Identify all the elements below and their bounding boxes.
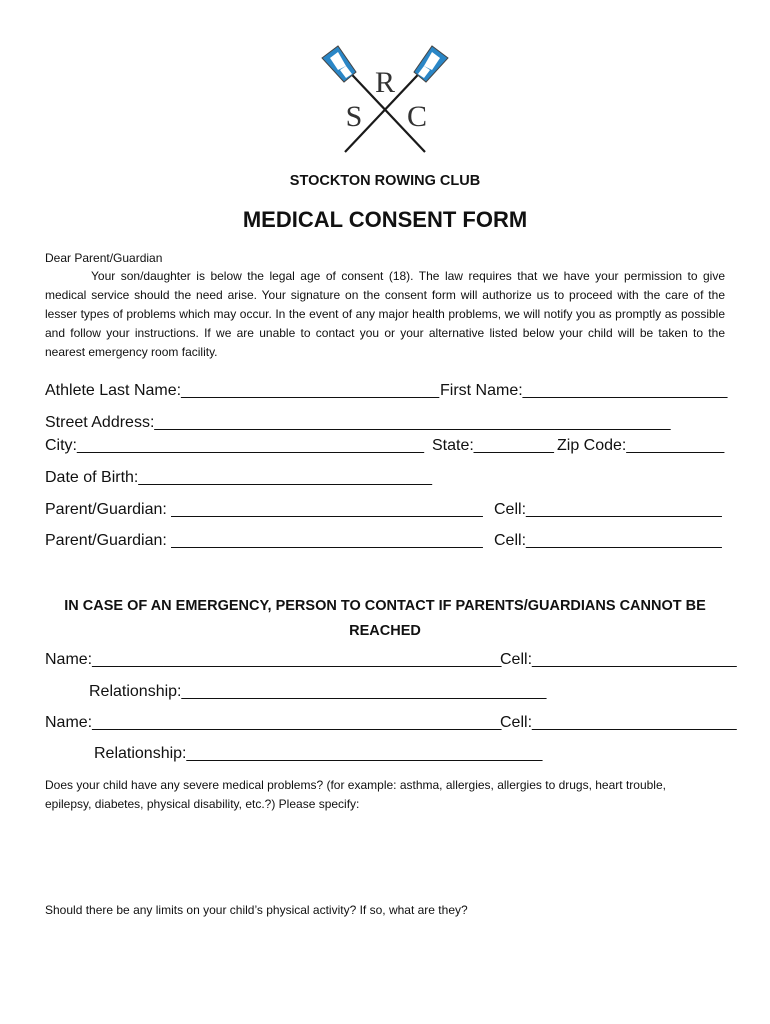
- intro-paragraph: Your son/daughter is below the legal age of consent (18). The law requires that we have your permission to give medical service should the need arise. Your signature on the consent form will authorize us to proceed with the care of the lesser types of problems which may occur. In the event of any major health problems, we will notify you as promptly as possible and follow your instructions. If we are unable to contact you or your alternative listed below your child will be taken to the nearest emergency room facility.: [45, 269, 725, 359]
- emergency-relationship-1-field[interactable]: Relationship:_________________________________________: [89, 683, 547, 700]
- parent-guardian-2-field[interactable]: Parent/Guardian: ___________________________________: [45, 532, 483, 549]
- state-field[interactable]: State:_________: [432, 437, 554, 454]
- date-of-birth-field[interactable]: Date of Birth:_________________________________: [45, 469, 433, 486]
- salutation: Dear Parent/Guardian: [45, 251, 163, 265]
- club-name: STOCKTON ROWING CLUB: [289, 173, 481, 189]
- logo-letter-s: S: [345, 100, 363, 133]
- first-name-field[interactable]: First Name:_______________________: [440, 382, 728, 399]
- parent-guardian-2-cell-field[interactable]: Cell:______________________: [494, 532, 722, 549]
- emergency-relationship-2-field[interactable]: Relationship:________________________________________: [94, 745, 543, 762]
- city-field[interactable]: City:_______________________________________: [45, 437, 425, 454]
- emergency-cell-2-field[interactable]: Cell:_______________________: [500, 714, 737, 731]
- street-address-field[interactable]: Street Address:__________________________________________________________: [45, 414, 671, 431]
- emergency-name-2-field[interactable]: Name:______________________________________________: [45, 714, 502, 731]
- zip-code-field[interactable]: Zip Code:___________: [557, 437, 725, 454]
- oar-left: [322, 46, 428, 152]
- emergency-heading: IN CASE OF AN EMERGENCY, PERSON TO CONTACT IF PARENTS/GUARDIANS CANNOT BE REACHED: [64, 598, 706, 639]
- parent-guardian-1-cell-field[interactable]: Cell:______________________: [494, 501, 722, 518]
- medical-problems-question: Does your child have any severe medical problems? (for example: asthma, allergies, allergies to drugs, heart trouble, epilepsy, diabetes, physical disability, etc.?) Please specify:: [45, 778, 666, 811]
- logo-letter-c: C: [406, 100, 428, 133]
- athlete-last-name-field[interactable]: Athlete Last Name:_____________________________: [45, 382, 440, 399]
- form-title: MEDICAL CONSENT FORM: [242, 207, 528, 232]
- emergency-name-1-field[interactable]: Name:______________________________________________: [45, 651, 502, 668]
- activity-limits-question: Should there be any limits on your child’s physical activity? If so, what are they?: [45, 903, 468, 917]
- parent-guardian-1-field[interactable]: Parent/Guardian: ___________________________________: [45, 501, 483, 518]
- oar-right: [345, 46, 448, 152]
- emergency-cell-1-field[interactable]: Cell:_______________________: [500, 651, 737, 668]
- logo-letter-r: R: [374, 66, 396, 99]
- rowing-oars-logo: [310, 44, 460, 156]
